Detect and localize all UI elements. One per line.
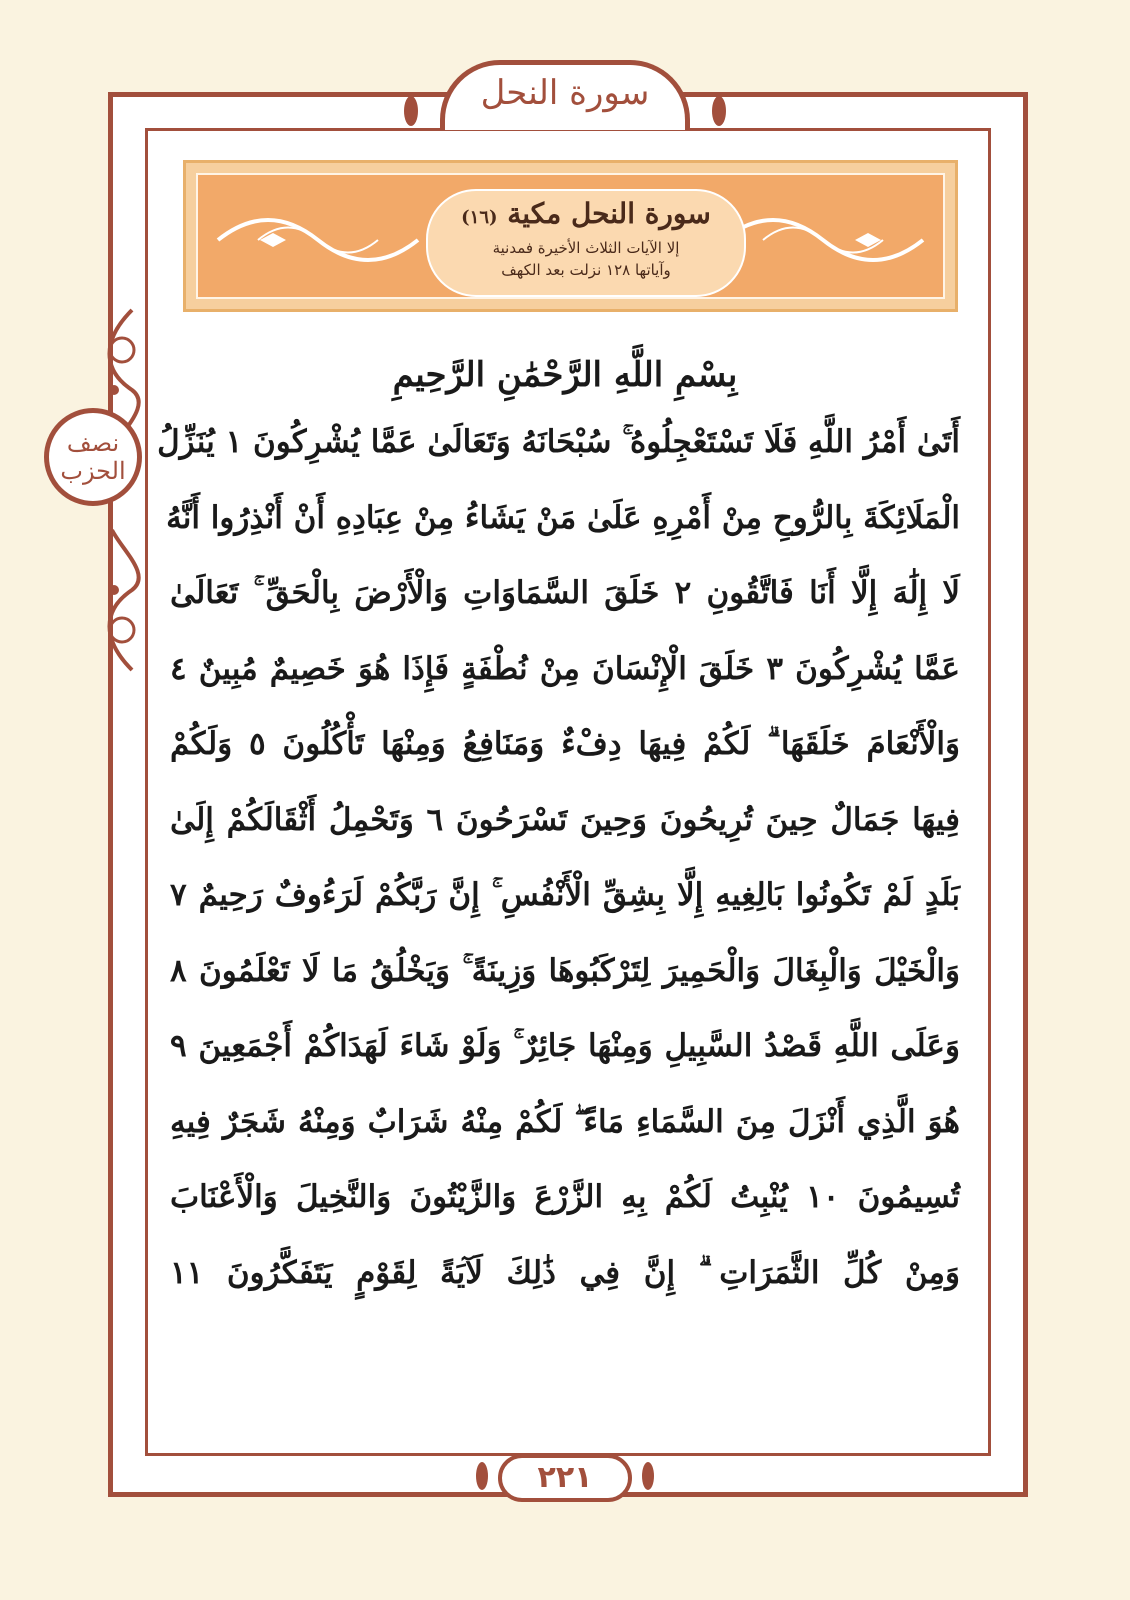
basmala: بِسْمِ اللَّهِ الرَّحْمَٰنِ الرَّحِيمِ [392,355,738,395]
page-number: ٢٢١ [537,1460,593,1495]
surah-title-row [428,195,744,237]
page-number-tab [498,1454,632,1502]
hizb-marker-line1: نصف [66,429,120,457]
verse-line: فِيهَا جَمَالٌ حِينَ تُرِيحُونَ وَحِينَ تَسْرَحُونَ ٦ وَتَحْمِلُ أَثْقَالَكُمْ إِلَىٰ [170,801,960,838]
surah-header-inner [196,173,945,299]
arabesque-left-icon [218,195,418,285]
top-surah-name: سورة النحل [480,73,650,113]
verse-line: بَلَدٍ لَمْ تَكُونُوا بَالِغِيهِ إِلَّا بِشِقِّ الْأَنْفُسِ ۚ إِنَّ رَبَّكُمْ لَرَءُوفٌ رَحِيمٌ ٧ [170,877,960,913]
verse-line: وَالْأَنْعَامَ خَلَقَهَا ۗ لَكُمْ فِيهَا دِفْءٌ وَمَنَافِعُ وَمِنْهَا تَأْكُلُونَ ٥ وَلَكُمْ [170,726,960,762]
verse-line: هُوَ الَّذِي أَنْزَلَ مِنَ السَّمَاءِ مَاءً ۖ لَكُمْ مِنْهُ شَرَابٌ وَمِنْهُ شَجَرٌ فِيهِ [170,1103,960,1140]
surah-note-1: إلا الآيات الثلاث الأخيرة فمدنية [492,239,680,257]
surah-header-panel [183,160,958,312]
verse-line: وَعَلَى اللَّهِ قَصْدُ السَّبِيلِ وَمِنْهَا جَائِرٌ ۚ وَلَوْ شَاءَ لَهَدَاكُمْ أَجْمَعِينَ ٩ [170,1028,960,1064]
surah-cartouche [426,189,746,297]
verse-line: وَالْخَيْلَ وَالْبِغَالَ وَالْحَمِيرَ لِتَرْكَبُوهَا وَزِينَةً ۚ وَيَخْلُقُ مَا لَا تَعْلَمُونَ ٨ [170,952,960,989]
surah-note-2: وآياتها ١٢٨ نزلت بعد الكهف [501,261,671,279]
ornament-drop-icon [642,1462,654,1490]
verse-line: عَمَّا يُشْرِكُونَ ٣ خَلَقَ الْإِنْسَانَ مِنْ نُطْفَةٍ فَإِذَا هُوَ خَصِيمٌ مُبِينٌ ٤ [170,650,961,687]
top-surah-tab [440,60,690,130]
surah-title: سورة النحل مكية [507,197,711,230]
surah-number: (١٦) [461,207,498,228]
arabesque-right-icon [723,195,923,285]
quran-text [157,345,961,1311]
verse-line: وَمِنْ كُلِّ الثَّمَرَاتِ ۗ إِنَّ فِي ذَٰلِكَ لَآيَةً لِقَوْمٍ يَتَفَكَّرُونَ ١١ [170,1254,960,1291]
ornament-drop-icon [712,96,726,126]
ornament-drop-icon [476,1462,488,1490]
ornament-drop-icon [404,96,418,126]
verse-line: لَا إِلَٰهَ إِلَّا أَنَا فَاتَّقُونِ ٢ خَلَقَ السَّمَاوَاتِ وَالْأَرْضَ بِالْحَقِّ ۚ تَعَالَىٰ [170,575,960,611]
hizb-marker-line2: الحزب [60,457,126,485]
hizb-marker [44,408,142,506]
verse-line: تُسِيمُونَ ١٠ يُنْبِتُ لَكُمْ بِهِ الزَّرْعَ وَالزَّيْتُونَ وَالنَّخِيلَ وَالْأَعْنَابَ [170,1179,960,1215]
verse-line: الْمَلَائِكَةَ بِالرُّوحِ مِنْ أَمْرِهِ عَلَىٰ مَنْ يَشَاءُ مِنْ عِبَادِهِ أَنْ أَنْذِرُوا أَنَّهُ [166,499,960,536]
verse-line: أَتَىٰ أَمْرُ اللَّهِ فَلَا تَسْتَعْجِلُوهُ ۚ سُبْحَانَهُ وَتَعَالَىٰ عَمَّا يُشْرِكُونَ ١ يُنَزِّلُ [157,424,960,460]
